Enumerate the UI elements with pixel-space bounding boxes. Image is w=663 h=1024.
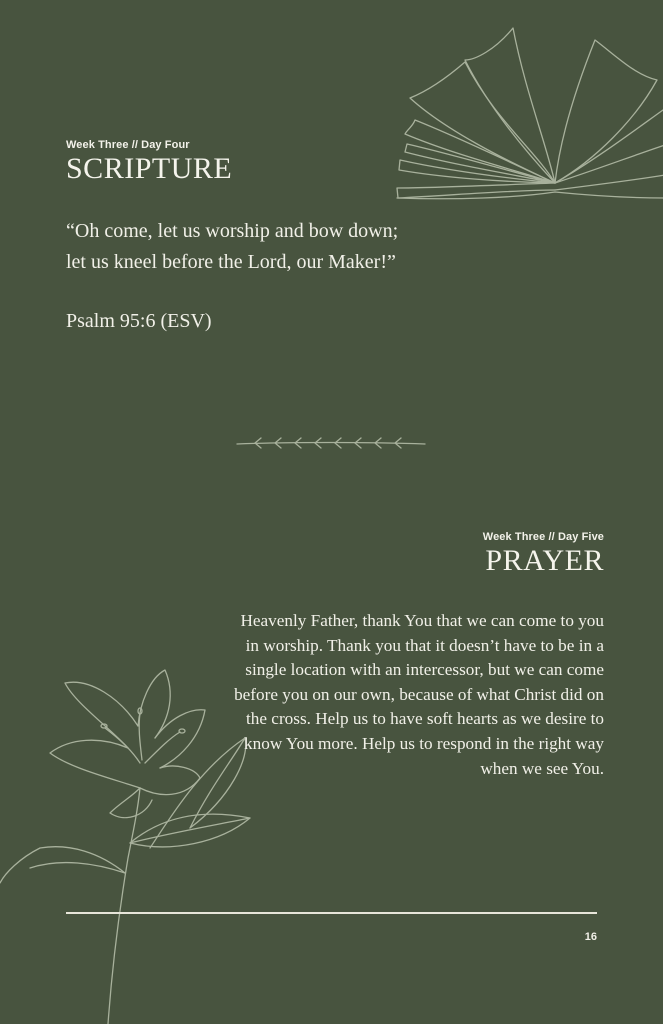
scripture-verse (66, 216, 506, 278)
footer-rule (66, 912, 597, 914)
scripture-week-label: Week Three // Day Four (66, 139, 190, 151)
vine-divider-icon (235, 434, 427, 452)
prayer-line: in worship. Thank you that it doesn’t have to be in a (245, 635, 604, 655)
prayer-title: PRAYER (485, 544, 604, 577)
page-number: 16 (584, 931, 597, 943)
prayer-line: when we see You. (480, 758, 604, 778)
open-book-icon (395, 20, 663, 205)
scripture-reference: Psalm 95:6 (ESV) (66, 310, 212, 332)
verse-line: let us kneel before the Lord, our Maker!” (66, 251, 396, 273)
prayer-line: the cross. Help us to have soft hearts as we desire to (246, 709, 604, 729)
prayer-line: single location with an intercessor, but we can come (245, 660, 604, 680)
prayer-line: know You more. Help us to respond in the right way (244, 733, 604, 753)
prayer-line: Heavenly Father, thank You that we can come to you (240, 611, 604, 630)
prayer-week-label: Week Three // Day Five (482, 531, 604, 543)
prayer-text (144, 609, 604, 781)
verse-line: “Oh come, let us worship and bow down; (66, 220, 399, 242)
scripture-title: SCRIPTURE (66, 152, 233, 185)
prayer-line: before you on our own, because of what Christ did on (234, 684, 604, 704)
